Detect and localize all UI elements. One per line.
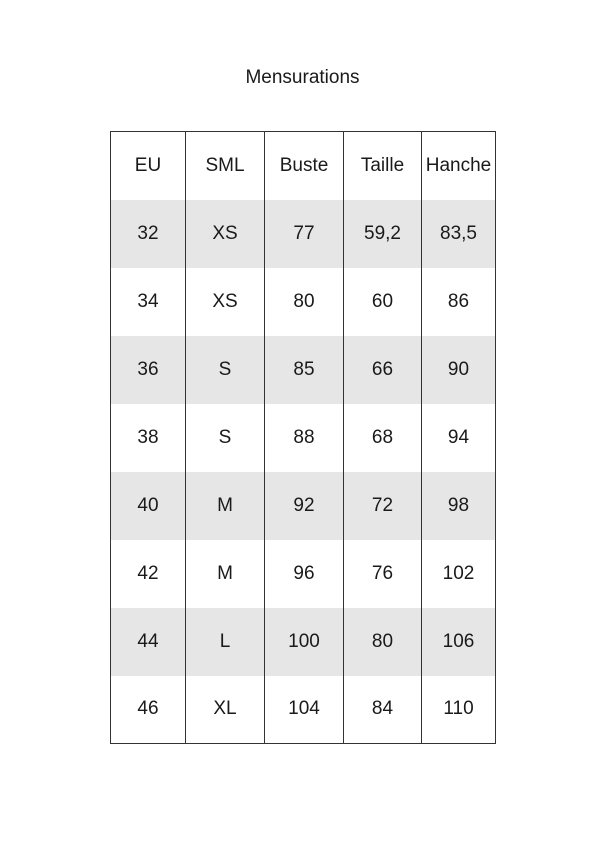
- cell-sml: S: [186, 404, 265, 472]
- cell-buste: 92: [265, 472, 344, 540]
- cell-taille: 72: [344, 472, 422, 540]
- header-taille: Taille: [344, 132, 422, 200]
- cell-taille: 59,2: [344, 200, 422, 268]
- header-sml: SML: [186, 132, 265, 200]
- cell-eu: 46: [111, 676, 186, 744]
- cell-taille: 84: [344, 676, 422, 744]
- table-row: [111, 472, 496, 540]
- table-row: [111, 336, 496, 404]
- table-row: [111, 200, 496, 268]
- cell-taille: 60: [344, 268, 422, 336]
- header-buste: Buste: [265, 132, 344, 200]
- table-row: [111, 676, 496, 744]
- cell-sml: XS: [186, 268, 265, 336]
- cell-buste: 85: [265, 336, 344, 404]
- cell-taille: 80: [344, 608, 422, 676]
- cell-hanche: 98: [422, 472, 496, 540]
- cell-hanche: 83,5: [422, 200, 496, 268]
- cell-buste: 88: [265, 404, 344, 472]
- table-row: [111, 608, 496, 676]
- cell-hanche: 94: [422, 404, 496, 472]
- cell-sml: L: [186, 608, 265, 676]
- cell-hanche: 86: [422, 268, 496, 336]
- cell-hanche: 90: [422, 336, 496, 404]
- cell-buste: 96: [265, 540, 344, 608]
- cell-hanche: 110: [422, 676, 496, 744]
- table-header-row: [111, 132, 496, 200]
- table-row: [111, 540, 496, 608]
- cell-eu: 40: [111, 472, 186, 540]
- table-row: [111, 268, 496, 336]
- cell-eu: 32: [111, 200, 186, 268]
- cell-taille: 68: [344, 404, 422, 472]
- cell-sml: XL: [186, 676, 265, 744]
- cell-buste: 77: [265, 200, 344, 268]
- cell-sml: M: [186, 472, 265, 540]
- header-hanche: Hanche: [422, 132, 496, 200]
- cell-eu: 36: [111, 336, 186, 404]
- cell-sml: M: [186, 540, 265, 608]
- cell-sml: XS: [186, 200, 265, 268]
- table-row: [111, 404, 496, 472]
- cell-eu: 38: [111, 404, 186, 472]
- cell-taille: 66: [344, 336, 422, 404]
- header-eu: EU: [111, 132, 186, 200]
- cell-hanche: 106: [422, 608, 496, 676]
- page-title: Mensurations: [245, 67, 360, 88]
- cell-hanche: 102: [422, 540, 496, 608]
- cell-buste: 80: [265, 268, 344, 336]
- cell-buste: 104: [265, 676, 344, 744]
- cell-buste: 100: [265, 608, 344, 676]
- cell-eu: 44: [111, 608, 186, 676]
- size-table: [110, 131, 496, 744]
- cell-eu: 34: [111, 268, 186, 336]
- cell-sml: S: [186, 336, 265, 404]
- cell-eu: 42: [111, 540, 186, 608]
- cell-taille: 76: [344, 540, 422, 608]
